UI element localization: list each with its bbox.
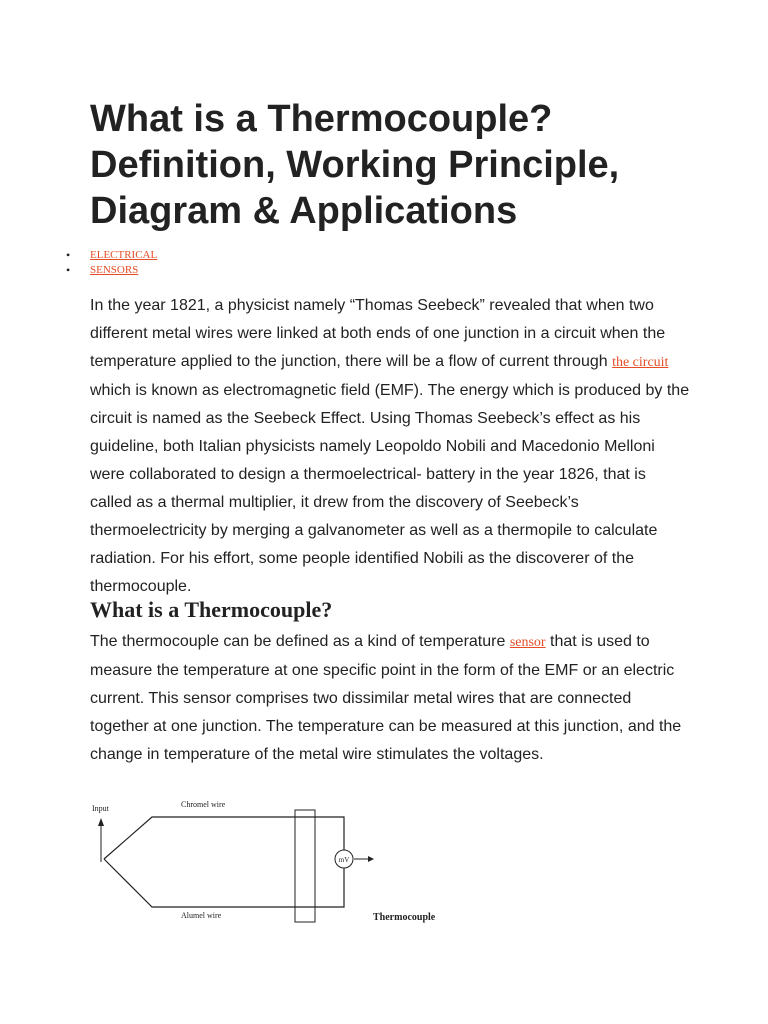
- category-item: [66, 248, 157, 263]
- category-link-sensors[interactable]: SENSORS: [90, 264, 139, 276]
- category-link-electrical[interactable]: ELECTRICAL: [90, 249, 158, 261]
- reference-junction: [295, 810, 315, 922]
- input-label: Input: [92, 804, 109, 813]
- definition-text-start: The thermocouple can be defined as a kind of temperature: [90, 633, 510, 650]
- sensor-link[interactable]: sensor: [509, 635, 546, 650]
- circuit-link[interactable]: the circuit: [612, 355, 669, 370]
- intro-text-start: In the year 1821, a physicist namely “Thomas Seebeck” revealed that when two different metal wires were linked at both ends of one junction in a circuit when the temperature applied to the junction, there will be a flow of current through: [90, 297, 666, 370]
- output-arrow-head: [368, 856, 374, 862]
- meter-label: mV: [338, 856, 350, 864]
- alumel-wire-label: Alumel wire: [181, 911, 222, 920]
- page-title: What is a Thermocouple? Definition, Working Principle, Diagram & Applications: [90, 98, 620, 232]
- input-arrow-head: [98, 818, 104, 826]
- diagram-caption: Thermocouple: [373, 912, 436, 923]
- alumel-wire: [104, 859, 344, 907]
- thermocouple-diagram: [84, 796, 464, 936]
- intro-text-end: which is known as electromagnetic field (EMF). The energy which is produced by the circuit is named as the Seebeck Effect. Using Thomas Seebeck’s effect as his guideline, both Italian physicists namely Leopoldo Nobili and Macedonio Melloni were collaborated to design a thermoelectrical- battery in the year 1826, that is called as a thermal multiplier, it drew from the discovery of Seebeck’s thermoelectricity by merging a galvanometer as well as a thermopile to calculate radiation. For his effort, some people identified Nobili as the discoverer of the thermocouple.: [90, 382, 690, 595]
- chromel-wire-label: Chromel wire: [181, 800, 226, 809]
- category-item: [66, 263, 157, 278]
- category-list: [66, 248, 157, 278]
- section-heading: What is a Thermocouple?: [90, 597, 333, 622]
- chromel-wire: [104, 817, 344, 859]
- intro-paragraph: [90, 292, 690, 601]
- definition-paragraph: [90, 628, 690, 769]
- definition-text-end: that is used to measure the temperature at one specific point in the form of the EMF or an electric current. This sensor comprises two dissimilar metal wires that are connected together at one junction. The temperature can be measured at this junction, and the change in temperature of the metal wire stimulates the voltages.: [90, 633, 682, 763]
